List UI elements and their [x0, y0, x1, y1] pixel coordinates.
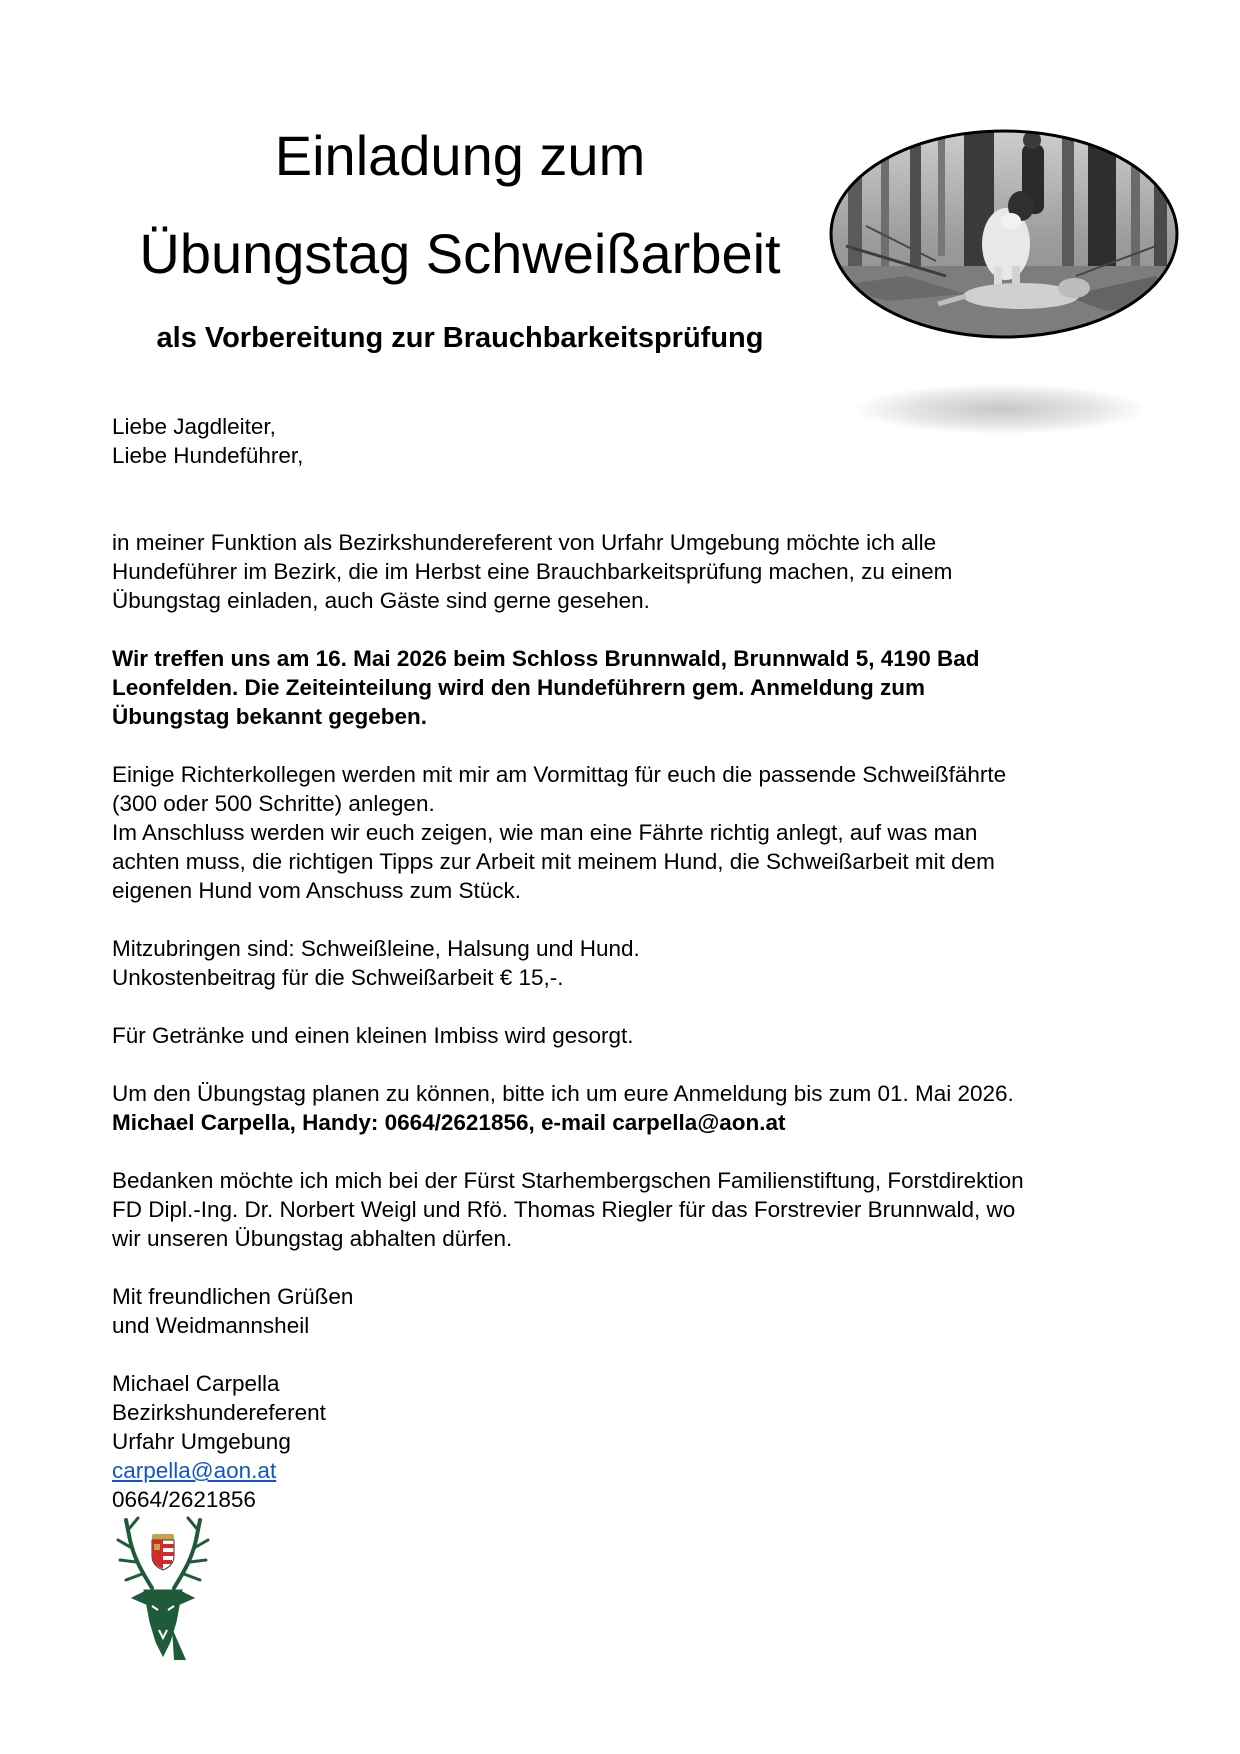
- program-line-2: (300 oder 500 Schritte) anlegen.: [112, 791, 435, 816]
- thanks-line-1: Bedanken möchte ich mich bei der Fürst Starhembergschen Familienstiftung, Forstdirektion: [112, 1168, 1024, 1193]
- intro-line-3: Übungstag einladen, auch Gäste sind gerne gesehen.: [112, 588, 650, 613]
- signature-role: Bezirkshundereferent: [112, 1400, 326, 1425]
- bring-line-1: Mitzubringen sind: Schweißleine, Halsung und Hund.: [112, 936, 640, 961]
- title-line-2: Übungstag Schweißarbeit: [139, 222, 781, 285]
- meeting-line-3: Übungstag bekannt gegeben.: [112, 704, 428, 729]
- program-line-1: Einige Richterkollegen werden mit mir am Vormittag für euch die passende Schweißfährte: [112, 762, 1007, 787]
- title-line-1: Einladung zum: [274, 124, 646, 187]
- contact-line: Michael Carpella, Handy: 0664/2621856, e-mail carpella@aon.at: [112, 1110, 786, 1135]
- closing-line-1: Mit freundlichen Grüßen: [112, 1284, 354, 1309]
- signature-phone: 0664/2621856: [112, 1487, 256, 1512]
- bring-line-2: Unkostenbeitrag für die Schweißarbeit € 15,-.: [112, 965, 564, 990]
- meeting-line-1: Wir treffen uns am 16. Mai 2026 beim Schloss Brunnwald, Brunnwald 5, 4190 Bad: [112, 646, 980, 671]
- greeting-line-2: Liebe Hundeführer,: [112, 443, 304, 468]
- signature-name: Michael Carpella: [112, 1371, 280, 1396]
- signature-district: Urfahr Umgebung: [112, 1429, 291, 1454]
- registration-line: Um den Übungstag planen zu können, bitte ich um eure Anmeldung bis zum 01. Mai 2026.: [112, 1081, 1014, 1106]
- thanks-line-2: FD Dipl.-Ing. Dr. Norbert Weigl und Rfö. Thomas Riegler für das Forstrevier Brunnwald, wo: [112, 1197, 1016, 1222]
- thanks-line-3: wir unseren Übungstag abhalten dürfen.: [112, 1226, 513, 1251]
- subtitle: als Vorbereitung zur Brauchbarkeitsprüfung: [156, 322, 764, 354]
- program-line-5: eigenen Hund vom Anschuss zum Stück.: [112, 878, 521, 903]
- intro-line-2: Hundeführer im Bezirk, die im Herbst eine Brauchbarkeitsprüfung machen, zu einem: [112, 559, 953, 584]
- email-link[interactable]: carpella@aon.at: [112, 1458, 277, 1483]
- letter-body: [112, 412, 1142, 1514]
- catering-line: Für Getränke und einen kleinen Imbiss wird gesorgt.: [112, 1023, 634, 1048]
- program-line-4: achten muss, die richtigen Tipps zur Arbeit mit meinem Hund, die Schweißarbeit mit dem: [112, 849, 995, 874]
- intro-line-1: in meiner Funktion als Bezirkshundereferent von Urfahr Umgebung möchte ich alle: [112, 530, 937, 555]
- closing-line-2: und Weidmannsheil: [112, 1313, 310, 1338]
- meeting-line-2: Leonfelden. Die Zeiteinteilung wird den Hundeführern gem. Anmeldung zum: [112, 675, 925, 700]
- dog-with-game-photo: [826, 126, 1182, 342]
- stag-head-crest-logo: [112, 1510, 214, 1662]
- program-line-3: Im Anschluss werden wir euch zeigen, wie man eine Fährte richtig anlegt, auf was man: [112, 820, 978, 845]
- greeting-line-1: Liebe Jagdleiter,: [112, 414, 276, 439]
